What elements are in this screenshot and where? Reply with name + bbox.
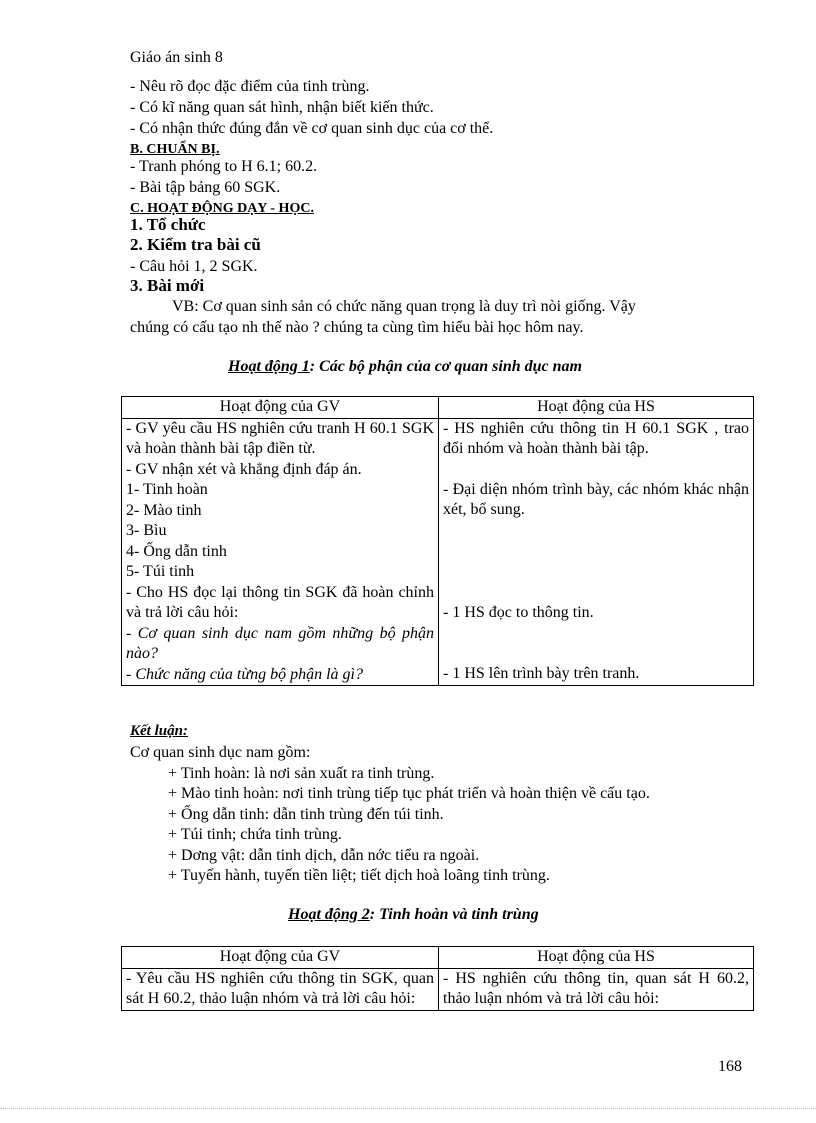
conclusion-item: + Ống dẫn tinh: dẫn tinh trùng đến túi tinh.: [168, 806, 444, 823]
activity-2-title: [288, 906, 539, 924]
prep-item-2: - Bài tập bảng 60 SGK.: [130, 179, 281, 196]
gv-cell: - Yêu cầu HS nghiên cứu thông tin SGK, quan sát H 60.2, thảo luận nhóm và trả lời câu hỏi:: [122, 968, 439, 1010]
col-header-gv: Hoạt động của GV: [122, 397, 439, 419]
activity-2-title-text: : Tinh hoàn và tinh trùng: [369, 906, 539, 923]
section-b-title: B. CHUẨN BỊ.: [130, 142, 220, 157]
conclusion-item: + Dơng vật: dẫn tinh dịch, dẫn nớc tiểu ra ngoài.: [168, 847, 480, 864]
hs-cell: [439, 418, 754, 686]
activity-1-title: [228, 358, 582, 376]
part-item: 4- Ống dẫn tinh: [126, 542, 227, 560]
part-item: 1- Tinh hoàn: [126, 481, 208, 498]
question-1: - Cơ quan sinh dục nam gồm những bộ phận nào?: [126, 624, 434, 662]
prep-item-1: - Tranh phóng to H 6.1; 60.2.: [130, 158, 318, 175]
intro-line-2: chúng có cấu tạo nh thế nào ? chúng ta cùng tìm hiểu bài học hôm nay.: [130, 319, 584, 336]
hs-step-b: - Đại diện nhóm trình bày, các nhóm khác nhận xét, bổ sung.: [443, 480, 749, 518]
gv-step-c: - Cho HS đọc lại thông tin SGK đã hoàn chỉnh và trả lời câu hỏi:: [126, 583, 434, 621]
part-item: 5- Túi tinh: [126, 563, 195, 580]
header-title: Giáo án sinh 8: [130, 49, 223, 66]
col-header-hs: Hoạt động của HS: [439, 397, 754, 419]
intro-line-1: VB: Cơ quan sinh sản có chức năng quan trọng là duy trì nòi giống. Vậy: [172, 298, 636, 315]
col-header-hs: Hoạt động của HS: [439, 947, 754, 969]
sub-heading-3: 3. Bài mới: [130, 276, 205, 295]
activity-1-table: [121, 396, 754, 686]
question-2: - Chức năng của từng bộ phận là gì?: [126, 665, 363, 683]
sub-heading-2: 2. Kiểm tra bài cũ: [130, 235, 261, 254]
gv-cell: [122, 418, 439, 686]
activity-2-label: Hoạt động 2: [288, 906, 370, 923]
conclusion-item: + Tinh hoàn: là nơi sản xuất ra tinh trùng.: [168, 765, 435, 782]
activity-1-label: Hoạt động 1: [228, 358, 310, 375]
sub-heading-1: 1. Tổ chức: [130, 215, 206, 234]
conclusion-item: + Tuyến hành, tuyến tiền liệt; tiết dịch hoà loãng tinh trùng.: [168, 867, 550, 884]
page-number: 168: [718, 1058, 742, 1075]
objective-1: - Nêu rõ đọc đặc điểm của tinh trùng.: [130, 78, 370, 95]
gv-step-a: - GV yêu cầu HS nghiên cứu tranh H 60.1 SGK và hoàn thành bài tập điền từ.: [126, 419, 434, 457]
activity-2-table: [121, 946, 754, 1011]
activity-1-title-text: : Các bộ phận của cơ quan sinh dục nam: [309, 358, 582, 375]
hs-cell: - HS nghiên cứu thông tin, quan sát H 60.2, thảo luận nhóm và trả lời câu hỏi:: [439, 968, 754, 1010]
hs-step-a: - HS nghiên cứu thông tin H 60.1 SGK , trao đổi nhóm và hoàn thành bài tập.: [443, 419, 749, 457]
objective-3: - Có nhận thức đúng đắn về cơ quan sinh dục của cơ thể.: [130, 120, 494, 137]
part-item: 3- Bìu: [126, 522, 167, 539]
check-item: - Câu hỏi 1, 2 SGK.: [130, 258, 258, 275]
conclusion-intro: Cơ quan sinh dục nam gồm:: [130, 744, 311, 761]
conclusion-item: + Túi tinh; chứa tinh trùng.: [168, 826, 342, 843]
hs-step-c: - 1 HS đọc to thông tin.: [443, 603, 594, 621]
part-item: 2- Mào tinh: [126, 501, 202, 519]
section-c-title: C. HOẠT ĐỘNG DẠY - HỌC.: [130, 201, 314, 216]
col-header-gv: Hoạt động của GV: [122, 947, 439, 969]
page-divider: [0, 1108, 816, 1109]
gv-step-b: - GV nhận xét và khẳng định đáp án.: [126, 460, 362, 478]
objective-2: - Có kĩ năng quan sát hình, nhận biết kiến thức.: [130, 99, 434, 116]
conclusion-item: + Mào tinh hoàn: nơi tinh trùng tiếp tục phát triển và hoàn thiện về cấu tạo.: [168, 785, 650, 802]
hs-step-d: - 1 HS lên trình bày trên tranh.: [443, 665, 640, 682]
conclusion-title: Kết luận:: [130, 723, 188, 739]
